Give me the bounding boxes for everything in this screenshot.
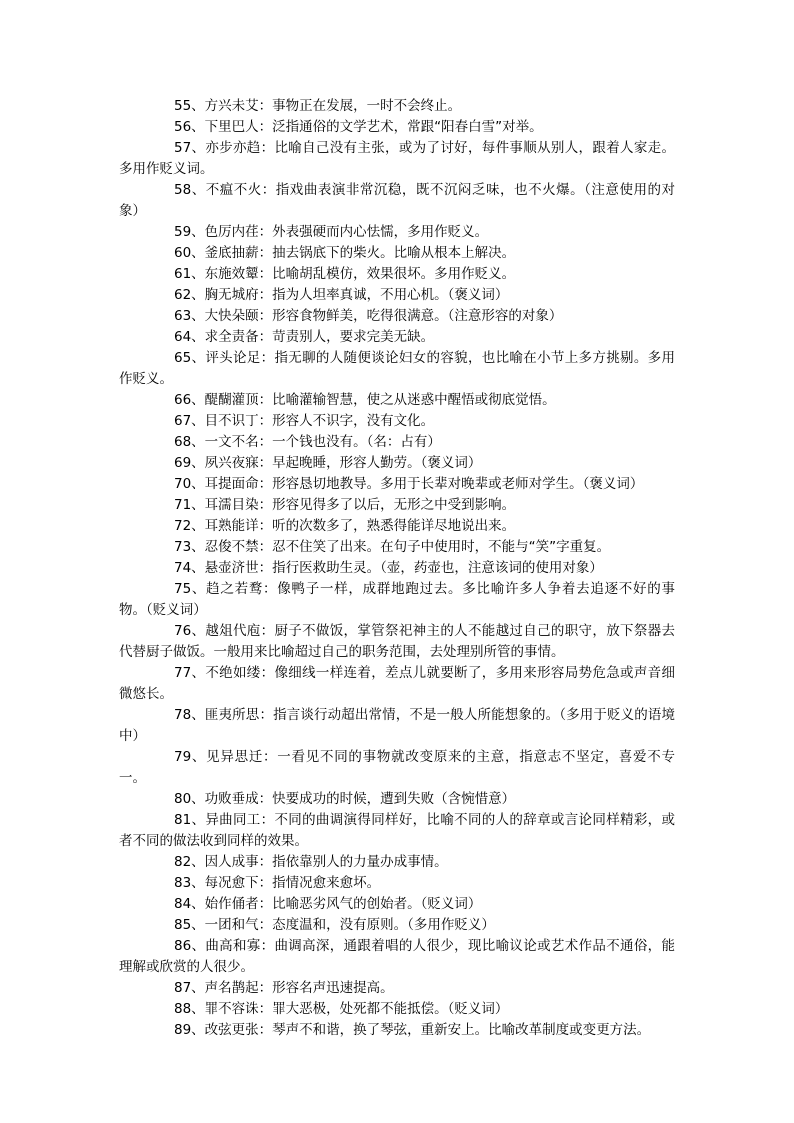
idiom-entry: 55、方兴未艾：事物正在发展，一时不会终止。 [174, 98, 462, 114]
idiom-entry: 63、大快朵颐：形容食物鲜美，吃得很满意。（注意形容的对象） [174, 308, 563, 324]
idiom-entry: 83、每况愈下：指情况愈来愈坏。 [174, 875, 381, 891]
idiom-entry: 57、亦步亦趋：比喻自己没有主张，或为了讨好，每件事顺从别人，跟着人家走。多用作贬义词。 [119, 140, 675, 177]
idiom-entry: 82、因人成事：指依靠别人的力量办成事情。 [174, 854, 448, 870]
idiom-entry: 89、改弦更张：琴声不和谐，换了琴弦，重新安上。比喻改革制度或变更方法。 [174, 1022, 651, 1038]
idiom-entry: 67、目不识丁：形容人不识字，没有文化。 [174, 413, 435, 429]
idiom-entry: 66、醍醐灌顶：比喻灌输智慧，使之从迷惑中醒悟或彻底觉悟。 [174, 392, 556, 408]
idiom-entry: 68、一文不名：一个钱也没有。（名：占有） [174, 434, 441, 450]
idiom-entry: 87、声名鹊起：形容名声迅速提高。 [174, 980, 394, 996]
idiom-entry: 60、釜底抽薪：抽去锅底下的柴火。比喻从根本上解决。 [174, 245, 516, 261]
idiom-entry: 76、越俎代庖：厨子不做饭，掌管祭祀神主的人不能越过自己的职守，放下祭器去代替厨子做饭。一般用来比喻超过自己的职务范围，去处理别所管的事情。 [119, 623, 675, 660]
idiom-entry: 56、下里巴人：泛指通俗的文学艺术，常跟“阳春白雪”对举。 [174, 119, 543, 135]
idiom-entry: 80、功败垂成：快要成功的时候，遭到失败（含惋惜意） [174, 791, 516, 807]
idiom-entry: 65、评头论足：指无聊的人随便谈论妇女的容貌，也比喻在小节上多方挑剔。多用作贬义。 [119, 350, 675, 387]
idiom-entry: 71、耳濡目染：形容见得多了以后，无形之中受到影响。 [174, 497, 516, 513]
idiom-entry: 61、东施效颦：比喻胡乱模仿，效果很坏。多用作贬义。 [174, 266, 516, 282]
idiom-entry: 85、一团和气：态度温和，没有原则。（多用作贬义） [174, 917, 495, 933]
idiom-entry: 86、曲高和寡：曲调高深，通跟着唱的人很少，现比喻议论或艺术作品不通俗，能理解或欣赏的人很少。 [119, 938, 675, 975]
idiom-entry: 75、趋之若鹜：像鸭子一样，成群地跑过去。多比喻许多人争着去追逐不好的事物。（贬义词） [119, 581, 675, 618]
idiom-entry: 81、异曲同工：不同的曲调演得同样好，比喻不同的人的辞章或言论同样精彩，或者不同的做法收到同样的效果。 [119, 812, 675, 849]
idiom-entry: 72、耳熟能详：听的次数多了，熟悉得能详尽地说出来。 [174, 518, 516, 534]
idiom-entry: 78、匪夷所思：指言谈行动超出常情，不是一般人所能想象的。（多用于贬义的语境中） [119, 707, 675, 744]
idiom-entry: 58、不瘟不火：指戏曲表演非常沉稳，既不沉闷乏味，也不火爆。（注意使用的对象） [119, 182, 675, 219]
idiom-list [119, 96, 675, 1041]
idiom-entry: 59、色厉内荏：外表强硬而内心怯懦，多用作贬义。 [174, 224, 489, 240]
idiom-entry: 84、始作俑者：比喻恶劣风气的创始者。（贬义词） [174, 896, 482, 912]
idiom-entry: 88、罪不容诛：罪大恶极，处死都不能抵偿。（贬义词） [174, 1001, 509, 1017]
idiom-entry: 73、忍俊不禁：忍不住笑了出来。在句子中使用时，不能与“笑”字重复。 [174, 539, 611, 555]
idiom-entry: 74、悬壶济世：指行医救助生灵。（壶，药壶也，注意该词的使用对象） [174, 560, 603, 576]
idiom-entry: 79、见异思迁：一看见不同的事物就改变原来的主意，指意志不坚定，喜爱不专一。 [119, 749, 675, 786]
idiom-entry: 62、胸无城府：指为人坦率真诚，不用心机。（褒义词） [174, 287, 509, 303]
idiom-entry: 64、求全责备：苛责别人，要求完美无缺。 [174, 329, 435, 345]
idiom-entry: 77、不绝如缕：像细线一样连着，差点儿就要断了，多用来形容局势危急或声音细微悠长。 [119, 665, 675, 702]
idiom-entry: 69、夙兴夜寐：早起晚睡，形容人勤劳。（褒义词） [174, 455, 482, 471]
idiom-entry: 70、耳提面命：形容恳切地教导。多用于长辈对晚辈或老师对学生。（褒义词） [174, 476, 644, 492]
